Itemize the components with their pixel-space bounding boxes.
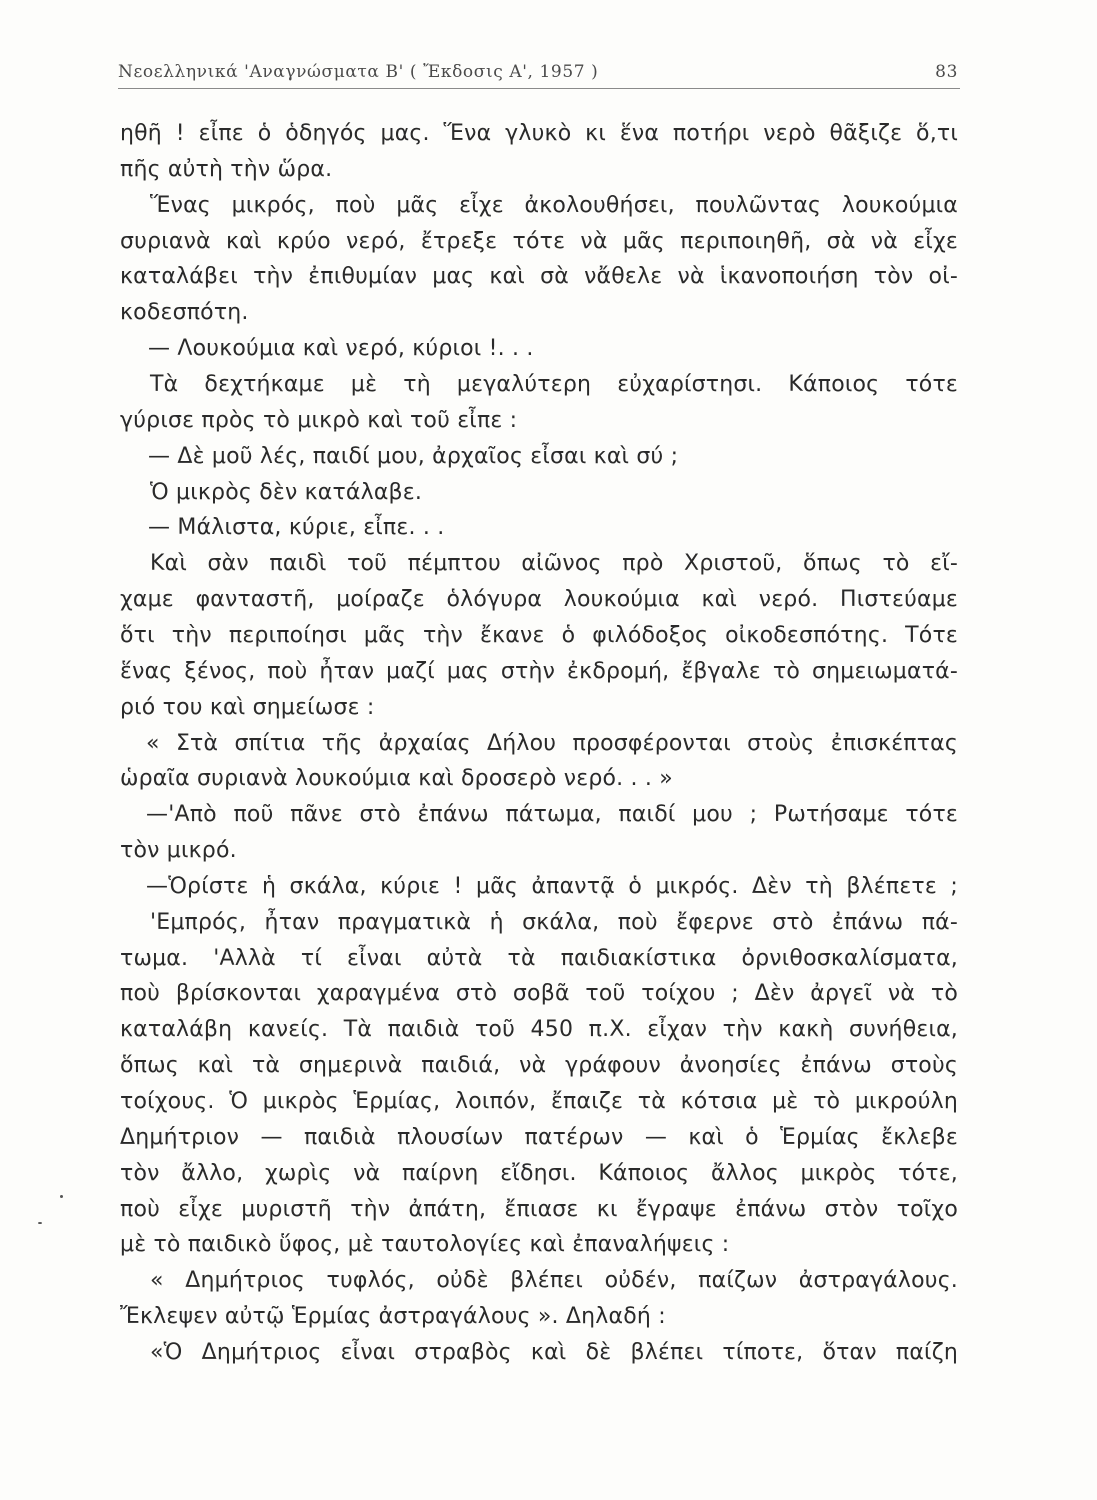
text-line: συριανὰ καὶ κρύο νερό, ἔτρεξε τότε νὰ μᾶς περιποιηθῆ, σὰ νὰ εἶχε [120, 229, 958, 254]
text-line: ριό του καὶ σημείωσε : [120, 695, 375, 720]
text-line: — Λουκούμια καὶ νερό, κύριοι !. . . [148, 336, 534, 361]
text-line: τὸν μικρό. [120, 838, 237, 863]
text-line: καταλάβει τὴν ἐπιθυμίαν μας καὶ σὰ νἄθελε νὰ ἱκανοποιήση τὸν οἰ- [120, 264, 958, 289]
text-line: καταλάβη κανείς. Τὰ παιδιὰ τοῦ 450 π.Χ. εἶχαν τὴν κακὴ συνήθεια, [120, 1017, 958, 1042]
page-number: 83 [935, 62, 958, 82]
text-line: Καὶ σὰν παιδὶ τοῦ πέμπτου αἰῶνος πρὸ Χριστοῦ, ὅπως τὸ εἴ- [150, 551, 958, 576]
text-line: χαμε φανταστῆ, μοίραζε ὁλόγυρα λουκούμια καὶ νερό. Πιστεύαμε [120, 587, 958, 612]
header-title: Νεοελληνικά 'Αναγνώσματα Β' ( Ἔκδοσις Α', 1957 ) [118, 62, 599, 82]
text-line: ὡραῖα συριανὰ λουκούμια καὶ δροσερὸ νερό. . . » [120, 766, 673, 791]
text-line: — Δὲ μοῦ λές, παιδί μου, ἀρχαῖος εἶσαι καὶ σύ ; [148, 444, 679, 469]
text-line: ὅτι τὴν περιποίησι μᾶς τὴν ἔκανε ὁ φιλόδοξος οἰκοδεσπότης. Τότε [120, 623, 958, 648]
text-line: γύρισε πρὸς τὸ μικρὸ καὶ τοῦ εἶπε : [120, 408, 518, 433]
text-line: ποὺ βρίσκονται χαραγμένα στὸ σοβᾶ τοῦ τοίχου ; Δὲν ἀργεῖ νὰ τὸ [120, 981, 958, 1006]
scan-speck [60, 1195, 63, 1198]
text-line: ἕνας ξένος, ποὺ ἦταν μαζί μας στὴν ἐκδρομή, ἔβγαλε τὸ σημειωματά- [120, 659, 958, 684]
scan-speck [38, 1222, 42, 1224]
text-line: πῆς αὐτὴ τὴν ὥρα. [120, 157, 333, 182]
text-line: — Μάλιστα, κύριε, εἶπε. . . [148, 515, 445, 540]
text-line: Ὁ μικρὸς δὲν κατάλαβε. [150, 480, 423, 505]
text-line: 'Εμπρός, ἦταν πραγματικὰ ἡ σκάλα, ποὺ ἔφερνε στὸ ἐπάνω πά- [150, 910, 958, 935]
text-line: μὲ τὸ παιδικὸ ὕφος, μὲ ταυτολογίες καὶ ἐπαναλήψεις : [120, 1232, 730, 1257]
text-line: τωμα. 'Αλλὰ τί εἶναι αὐτὰ τὰ παιδιακίστικα ὀρνιθοσκαλίσματα, [120, 946, 958, 971]
text-line: «Ὁ Δημήτριος εἶναι στραβὸς καὶ δὲ βλέπει τίποτε, ὅταν παίζη [150, 1340, 958, 1365]
text-line: τὸν ἄλλο, χωρὶς νὰ παίρνη εἴδησι. Κάποιος ἄλλος μικρὸς τότε, [120, 1161, 958, 1186]
text-line: ποὺ εἶχε μυριστῆ τὴν ἀπάτη, ἔπιασε κι ἔγραψε ἐπάνω στὸν τοῖχο [120, 1197, 958, 1222]
text-line: Ἕνας μικρός, ποὺ μᾶς εἶχε ἀκολουθήσει, πουλῶντας λουκούμια [150, 193, 958, 218]
text-line: « Στὰ σπίτια τῆς ἀρχαίας Δήλου προσφέρονται στοὺς ἐπισκέπτας [146, 731, 958, 756]
text-line: κοδεσπότη. [120, 300, 249, 325]
text-line: —'Απὸ ποῦ πᾶνε στὸ ἐπάνω πάτωμα, παιδί μου ; Ρωτήσαμε τότε [146, 802, 958, 827]
text-line: ὅπως καὶ τὰ σημερινὰ παιδιά, νὰ γράφουν ἀνοησίες ἐπάνω στοὺς [120, 1053, 958, 1078]
text-line: τοίχους. Ὁ μικρὸς Ἑρμίας, λοιπόν, ἔπαιζε τὰ κότσια μὲ τὸ μικρούλη [120, 1089, 958, 1114]
text-line: Ἔκλεψεν αὐτῷ Ἑρμίας ἀστραγάλους ». Δηλαδή : [120, 1304, 666, 1329]
text-line: ηθῆ ! εἶπε ὁ ὁδηγός μας. Ἕνα γλυκὸ κι ἕνα ποτήρι νερὸ θᾶξιζε ὅ,τι [120, 121, 958, 146]
text-line: —Ὁρίστε ἡ σκάλα, κύριε ! μᾶς ἀπαντᾷ ὁ μικρός. Δὲν τὴ βλέπετε ; [146, 874, 958, 899]
text-line: Τὰ δεχτήκαμε μὲ τὴ μεγαλύτερη εὐχαρίστησι. Κάποιος τότε [150, 372, 958, 397]
text-line: « Δημήτριος τυφλός, οὐδὲ βλέπει οὐδέν, παίζων ἀστραγάλους. [150, 1268, 958, 1293]
text-line: Δημήτριον — παιδιὰ πλουσίων πατέρων — καὶ ὁ Ἑρμίας ἔκλεβε [120, 1125, 958, 1150]
